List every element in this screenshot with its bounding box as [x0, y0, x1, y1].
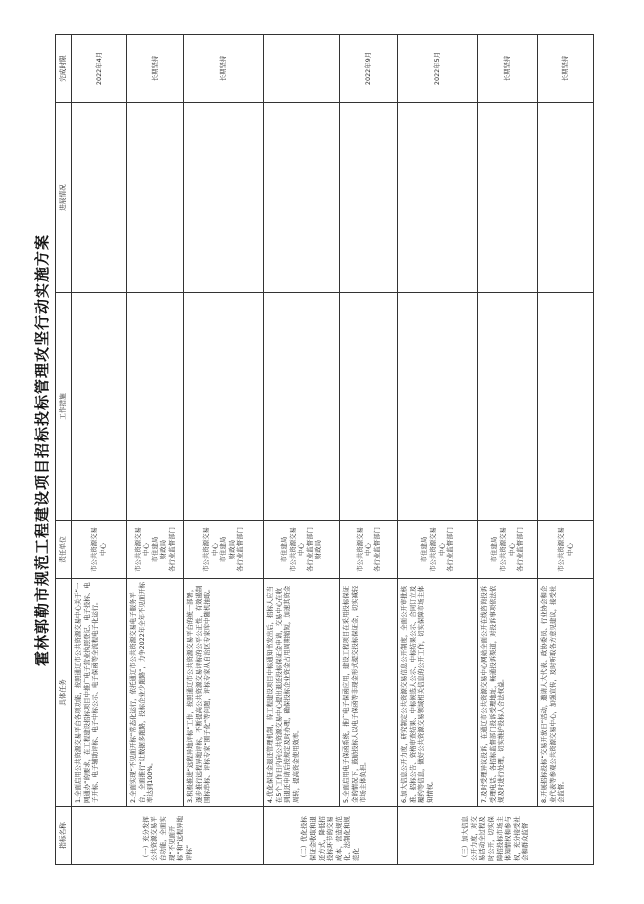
table-row: [72, 35, 127, 865]
deadline-cell: 2022年4月: [72, 35, 127, 103]
task-cell: 5.全面启用电子保函系统，推广电子保函应用，建设工程项目在采用投标保证金的情况下，鼓励投标人以电子保函等非现金形式提交投标保证金，切实减轻市场主体负担。: [340, 579, 398, 807]
dept-cell: 市住建局 市公共资源交易中心 各行业监督部门: [478, 521, 538, 579]
progress-cell: [538, 103, 594, 293]
header-deadline: 完成时限: [56, 35, 72, 103]
measures-cell: [72, 293, 127, 521]
category-cell: （三）加大信息公开力度，对交易活动全过程及时公开，切实保障招投标市场主体知情权和参与权，充分接受社会和群众监督: [398, 807, 594, 865]
table-row: [127, 35, 184, 865]
task-cell: 6.加大信息公开力度，研究制定公共资源交易信息公开制度，全面公开审批核准、招标公告、资格审查结果、中标候选人公示、中标结果公示、合同订立及履约等信息，做好公共资源交易领域相关信息的公开工作，切实保障市场主体知情权。: [398, 579, 478, 807]
deadline-cell: [264, 35, 340, 103]
measures-cell: [184, 293, 264, 521]
progress-cell: [184, 103, 264, 293]
dept-cell: 市公共资源交易中心: [72, 521, 127, 579]
document-title: 霍林郭勒市规范工程建设项目招标投标管理攻坚行动实施方案: [33, 234, 51, 667]
dept-cell: 市住建局 市公共资源交易中心 各行业监督部门: [398, 521, 478, 579]
header-task: 具体任务: [56, 579, 72, 807]
progress-cell: [398, 103, 478, 293]
task-cell: 3.积极推进“远程异地评标”工作，按照通辽市公共资源交易平台的统一部署，逐步推行远程异地评标，不断提高公共资源交易评标的公平公正性，有效遏制围标串标、评标专家“圈子化”等问题，评标专家从自治区专家库中随机抽取。: [184, 579, 264, 807]
measures-cell: [127, 293, 184, 521]
measures-cell: [538, 293, 594, 521]
dept-cell: 市公共资源交易中心 市住建局 财政局 各行业监督部门: [127, 521, 184, 579]
dept-cell: 市公共资源交易中心 各行业监督部门: [340, 521, 398, 579]
measures-cell: [340, 293, 398, 521]
task-cell: 7.及时受理异议投诉，在通辽市公共资源交易中心网站全面公开在线咨询投诉受理电话、各招标监督部门投诉受理地址，畅通投诉渠道，对投诉事项依法依规及时进行处理，切实维护投标人合法权益。: [478, 579, 538, 807]
header-dept: 责任单位: [56, 521, 72, 579]
rotated-document: [25, 21, 619, 879]
category-cell: （二）优化投标保证金收取和退还方式，降低招投标环节的交易成本，营造规范化、法制化和规范化: [264, 807, 398, 865]
task-cell: 4.优化保证金退还管理机制，待工程建设项目中标通知书发出后，招标人应当在5个工作日内向公共资源交易中心提出退还投标保证金申请，交易中心在收到退还申请后按规定及时办理，确保投标企业资金占用周期缩短，加速其资金周转，提高资金使用效率。: [264, 579, 340, 807]
task-cell: 2.全面实现“不见面开标”常态化运行，依托通辽市公共资源交易电子服务平台，全面推行“让数据多跑路，投标企业少跑路”，力争2022年全年不见面开标率达到100%。: [127, 579, 184, 807]
measures-cell: [264, 293, 340, 521]
dept-cell: 市住建局 市公共资源交易中心 各行业监督部门 财政局: [264, 521, 340, 579]
progress-cell: [264, 103, 340, 293]
header-measures: 工作措施: [56, 293, 72, 521]
deadline-cell: 长期坚持: [478, 35, 538, 103]
dept-cell: 市公共资源交易中心: [538, 521, 594, 579]
progress-cell: [340, 103, 398, 293]
header-progress: 进展情况: [56, 103, 72, 293]
header-indicator: 指标名称: [56, 807, 72, 865]
table-row: [184, 35, 264, 865]
table-header-row: [56, 35, 72, 865]
table-row: [398, 35, 478, 865]
table-row: [264, 35, 340, 865]
table-row: [478, 35, 538, 865]
progress-cell: [72, 103, 127, 293]
deadline-cell: 长期坚持: [127, 35, 184, 103]
measures-cell: [478, 293, 538, 521]
dept-cell: 市公共资源交易中心 市住建局 财政局 各行业监督部门: [184, 521, 264, 579]
task-cell: 8.开展招标投标“交易开放日”活动，邀请人大代表、政协委员、行业协会和企业代表等参观公共资源交易中心，加强宣传，及时听取各方意见建议，接受社会监督。: [538, 579, 594, 807]
deadline-cell: 长期坚持: [184, 35, 264, 103]
progress-cell: [127, 103, 184, 293]
deadline-cell: 2022年9月: [340, 35, 398, 103]
deadline-cell: 2022年5月: [398, 35, 478, 103]
task-cell: 1.全面启用公共资源交易平台各项功能，按照通辽市公共资源交易中心关于“一网通办”的要求，在工程建设招标项目中推广电子营业执照登记、电子投标、电子开标、电子辅助评标、电子中标公示、电子保函等全流程电子化运行。: [72, 579, 127, 807]
progress-cell: [478, 103, 538, 293]
table-row: [340, 35, 398, 865]
measures-cell: [398, 293, 478, 521]
task-table: [55, 34, 594, 865]
deadline-cell: 长期坚持: [538, 35, 594, 103]
category-cell: （一）充分发挥公共资源交易平台功能，全面实现“不见面开标”和“远程异地评标”: [72, 807, 264, 865]
table-row: [538, 35, 594, 865]
